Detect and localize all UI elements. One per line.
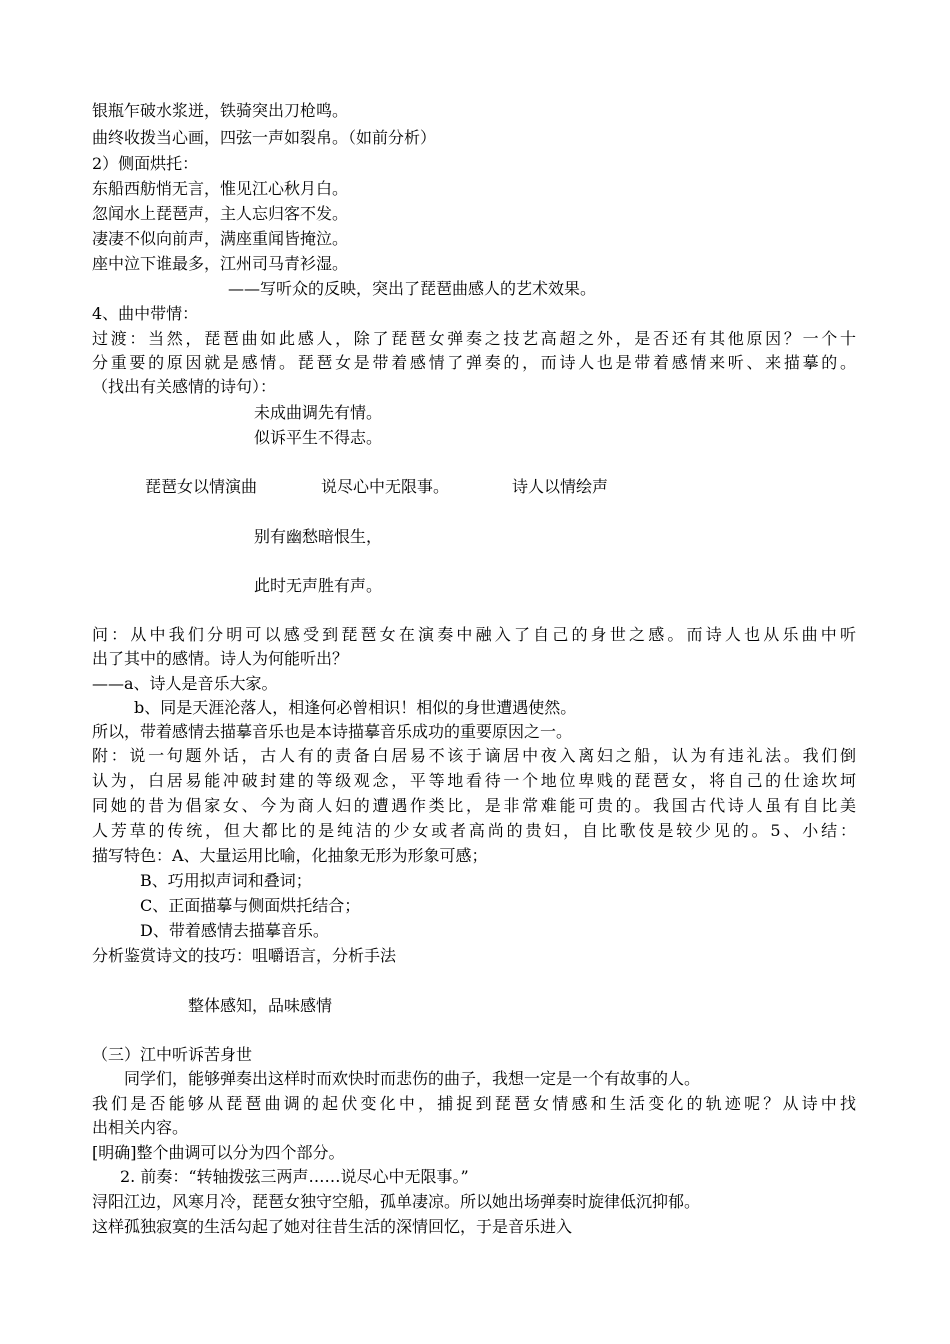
paragraph-line: 出相关内容。 [92,1118,189,1137]
paragraph-line: （找出有关感情的诗句）： [92,377,277,396]
poem-line: 座中泣下谁最多，江州司马青衫湿。 [92,254,349,273]
poem-line: 此时无声胜有声。 [254,576,383,595]
paragraph-line: 问：从中我们分明可以感受到琵琶女在演奏中融入了自己的身世之感。而诗人也从乐曲中听 [92,625,856,644]
paragraph-line: 认为，白居易能冲破封建的等级观念，平等地看待一个地位卑贱的琵琶女，将自己的仕途坎坷 [92,771,856,790]
poem-line: 曲终收拨当心画，四弦一声如裂帛。（如前分析） [92,128,437,147]
paragraph-line: 我们是否能够从琵琶曲调的起伏变化中，捕捉到琵琶女情感和生活变化的轨迹呢？从诗中找 [92,1094,856,1113]
paragraph-line: 整体感知，品味感情 [188,996,333,1015]
section-heading: 2）侧面烘托： [92,154,199,173]
paragraph-line: 分重要的原因就是感情。琵琶女是带着感情了弹奏的，而诗人也是带着感情来听、来描摹的。 [92,353,856,372]
poem-line: 似诉平生不得志。 [254,428,383,447]
poem-line: 东船西舫悄无言，惟见江心秋月白。 [92,179,349,198]
poem-line: 凄凄不似向前声，满座重闻皆掩泣。 [92,229,349,248]
section-heading: 4、曲中带情： [92,304,199,323]
paragraph-line: ——a、诗人是音乐大家。 [92,674,278,693]
summary-line: C、正面描摹与侧面烘托结合； [140,896,361,915]
paragraph-line: [明确]整个曲调可以分为四个部分。 [92,1143,345,1162]
paragraph-line: 附：说一句题外话，古人有的责备白居易不该于谪居中夜入离妇之船，认为有违礼法。我们倒 [92,746,856,765]
poem-line: 别有幽愁暗恨生， [254,527,383,546]
paragraph-line: 人芳草的传统，但大都比的是纯洁的少女或者高尚的贵妇，自比歌伎是较少见的。5、小结： [92,821,856,840]
paragraph-line: 2. 前奏：“转轴拨弦三两声……说尽心中无限事。” [120,1167,469,1186]
diagram-label-right: 诗人以情绘声 [512,477,609,496]
poem-line: 未成曲调先有情。 [254,403,383,422]
paragraph-line: 出了其中的感情。诗人为何能听出？ [92,649,349,668]
poem-line: 银瓶乍破水浆迸，铁骑突出刀枪鸣。 [92,101,349,120]
paragraph-line: 过渡：当然，琵琶曲如此感人，除了琵琶女弹奏之技艺高超之外，是否还有其他原因？一个十 [92,329,856,348]
paragraph-line: 分析鉴赏诗文的技巧：咀嚼语言，分析手法 [92,946,397,965]
diagram-label-left: 琵琶女以情演曲 [145,477,258,496]
annotation-line: ——写听众的反映，突出了琵琶曲感人的艺术效果。 [228,279,597,298]
paragraph-line: 同她的昔为倡家女、今为商人妇的遭遇作类比，是非常难能可贵的。我国古代诗人虽有自比美 [92,796,856,815]
summary-line: B、巧用拟声词和叠词； [140,871,312,890]
diagram-label-center: 说尽心中无限事。 [321,477,450,496]
section-heading: （三）江中听诉苦身世 [92,1045,253,1064]
paragraph-line: 同学们，能够弹奏出这样时而欢快时而悲伤的曲子，我想一定是一个有故事的人。 [124,1069,701,1088]
poem-line: 忽闻水上琵琶声，主人忘归客不发。 [92,204,349,223]
summary-line: D、带着感情去描摹音乐。 [140,921,329,940]
paragraph-line: 这样孤独寂寞的生活勾起了她对往昔生活的深情回忆，于是音乐进入 [92,1217,573,1236]
paragraph-line: 所以，带着感情去描摹音乐也是本诗描摹音乐成功的重要原因之一。 [92,722,573,741]
summary-line: 描写特色：A、大量运用比喻，化抽象无形为形象可感； [92,846,488,865]
paragraph-line: b、同是天涯沦落人，相逢何必曾相识！相似的身世遭遇使然。 [134,698,577,717]
paragraph-line: 浔阳江边，风寒月冷，琵琶女独守空船，孤单凄凉。所以她出场弹奏时旋律低沉抑郁。 [92,1192,701,1211]
